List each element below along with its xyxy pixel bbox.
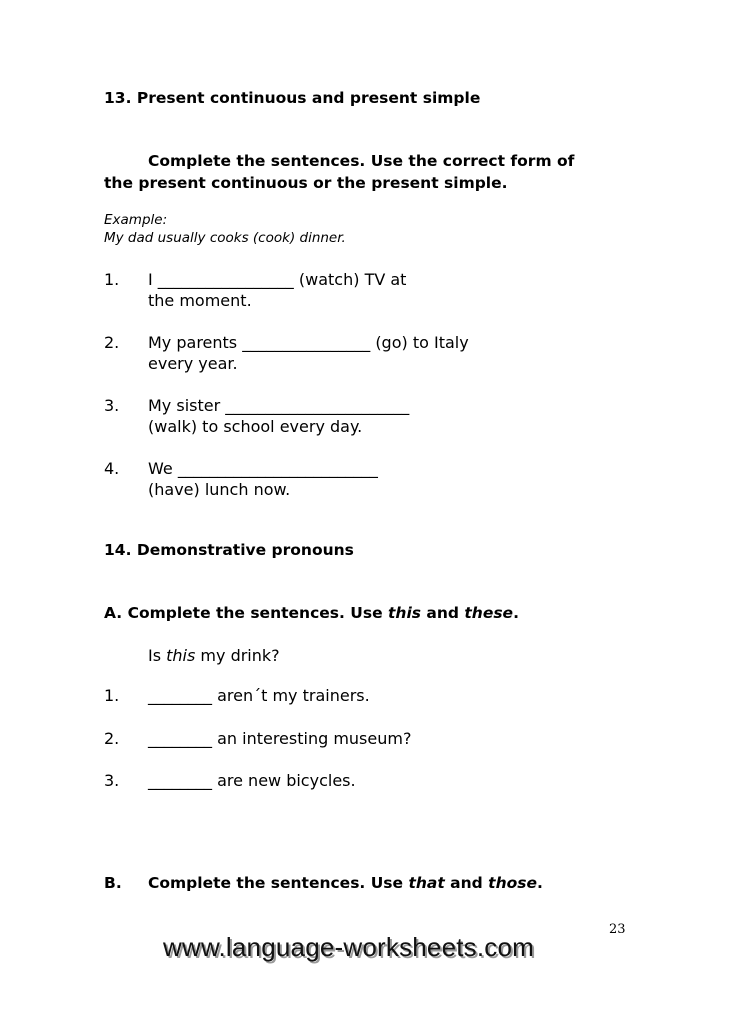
part-a-instruction-text: A. Complete the sentences. Use xyxy=(104,604,388,622)
exercise-item-text: My parents ________________ (go) to Italy xyxy=(148,333,469,352)
keyword-those: those xyxy=(488,874,537,892)
section-13-instruction-line-2: the present continuous or the present simple. xyxy=(104,174,508,192)
part-a-instruction-period: . xyxy=(513,604,519,622)
exercise-item-text: ________ an interesting museum? xyxy=(148,729,412,748)
part-b-label: B. xyxy=(104,874,122,892)
part-b-instruction-period: . xyxy=(537,874,543,892)
section-13-heading: 13. Present continuous and present simple xyxy=(104,89,481,107)
item-number: 3. xyxy=(104,396,120,415)
example-label: Example: xyxy=(104,212,168,228)
part-b-instruction-text: Complete the sentences. Use xyxy=(148,874,409,892)
website-watermark: www.language-worksheets.com xyxy=(163,932,535,962)
exercise-item-text-continued: every year. xyxy=(148,354,238,373)
example-text-end: my drink? xyxy=(195,646,280,665)
exercise-item-text-continued: (have) lunch now. xyxy=(148,480,291,499)
part-a-instruction xyxy=(104,604,519,622)
example-keyword: this xyxy=(166,646,196,665)
keyword-this: this xyxy=(388,604,421,622)
item-number: 1. xyxy=(104,686,120,705)
section-14-heading: 14. Demonstrative pronouns xyxy=(104,541,354,559)
exercise-item-text-continued: the moment. xyxy=(148,291,252,310)
item-number: 2. xyxy=(104,333,120,352)
exercise-item-text-continued: (walk) to school every day. xyxy=(148,417,363,436)
exercise-item-text: My sister _______________________ xyxy=(148,396,410,415)
part-b-instruction-and: and xyxy=(444,874,489,892)
part-a-example xyxy=(148,646,280,665)
part-a-instruction-and: and xyxy=(420,604,465,622)
exercise-item-text: ________ aren´t my trainers. xyxy=(148,686,370,705)
keyword-that: that xyxy=(408,874,445,892)
exercise-item-text: ________ are new bicycles. xyxy=(148,771,356,790)
page-number: 23 xyxy=(609,922,626,937)
section-13-instruction-line-1: Complete the sentences. Use the correct form of xyxy=(148,152,575,170)
item-number: 3. xyxy=(104,771,120,790)
example-text: Is xyxy=(148,646,167,665)
part-b-instruction xyxy=(148,874,543,892)
exercise-item-text: I _________________ (watch) TV at xyxy=(148,270,407,289)
exercise-item-text: We _________________________ xyxy=(148,459,378,478)
example-sentence: My dad usually cooks (cook) dinner. xyxy=(104,230,346,246)
item-number: 1. xyxy=(104,270,120,289)
keyword-these: these xyxy=(464,604,514,622)
item-number: 4. xyxy=(104,459,120,478)
item-number: 2. xyxy=(104,729,120,748)
